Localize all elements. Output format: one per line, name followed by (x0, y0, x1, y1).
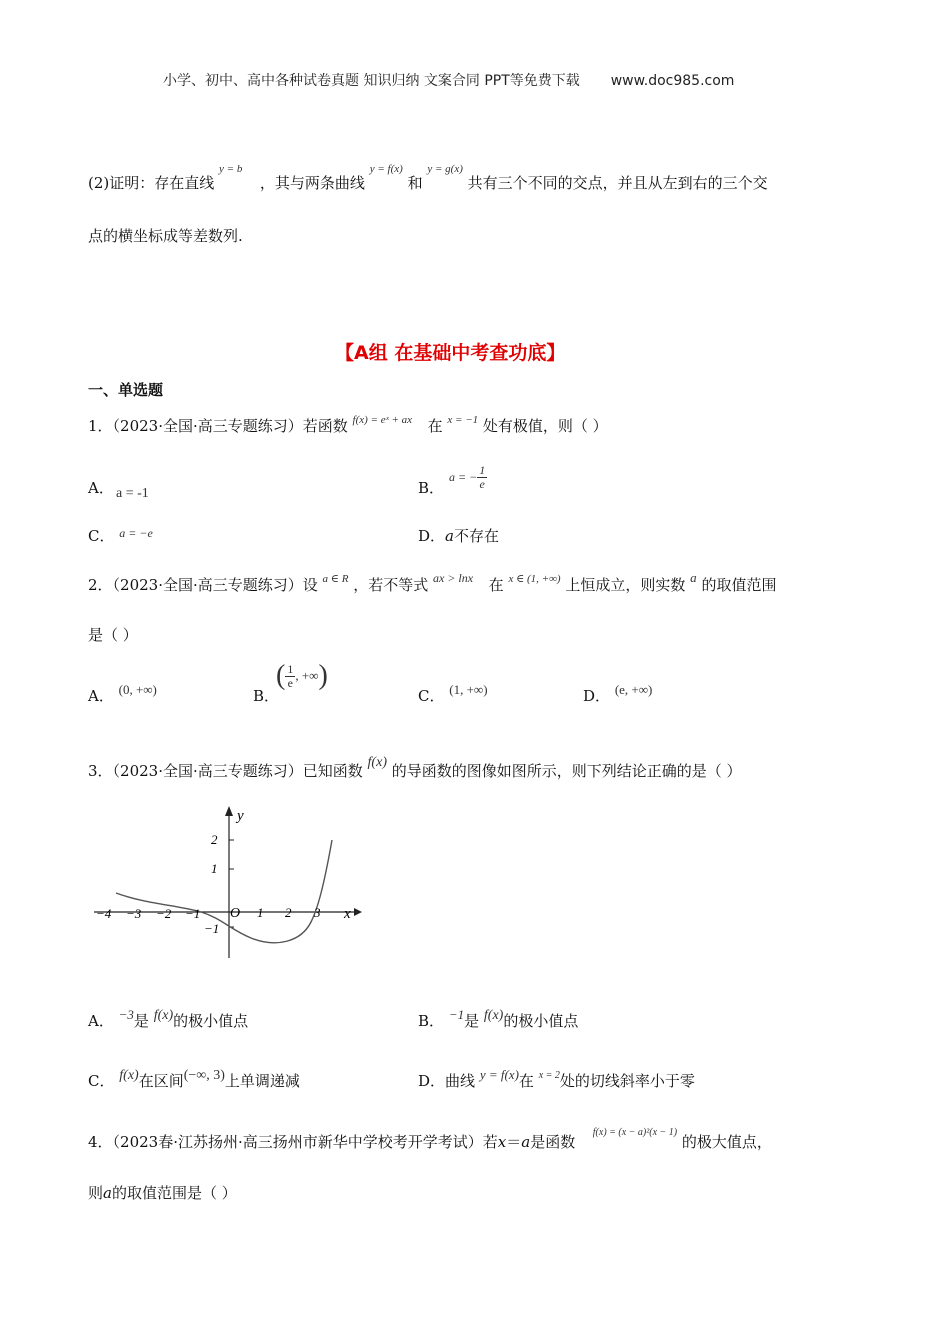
x-tick-label: −2 (156, 906, 172, 921)
derivative-curve (116, 840, 332, 943)
q1-formula-f: f(x) = eˣ + ax (352, 414, 413, 426)
prev-text-3: 和 (407, 174, 423, 192)
y-tick-label: 2 (211, 832, 218, 847)
prev-line-2: 点的横坐标成等差数列. (88, 227, 243, 245)
group-title: 【A组 在基础中考查功底】 (335, 342, 566, 364)
q1-option-c[interactable]: C． $^{a = -e}$ (88, 526, 153, 545)
prev-line-1 (88, 163, 768, 193)
header-banner (163, 70, 734, 90)
q3-option-a[interactable]: A． −3是 f(x)的极小值点 (88, 1007, 249, 1030)
derivative-graph (86, 800, 366, 965)
y-tick-label: −1 (204, 921, 220, 936)
q4-formula: f(x) = (x − a)²(x − 1) (592, 1127, 678, 1138)
q1-option-a[interactable]: A． (88, 479, 114, 497)
prev-text-1: (2)证明：存在直线 (88, 174, 215, 192)
y-axis-arrow (225, 806, 233, 816)
q2-option-b-formula: ( $\frac{1}{e}$ , +∞) (276, 660, 328, 691)
header-url[interactable]: www.doc985.com (610, 73, 735, 89)
formula-y-eq-fx: y = f(x) (369, 163, 403, 175)
q1-stem: 1．（2023·全国·高三专题练习）若函数 $^{f(x) = eˣ + ax}$ 在 $^{x = -1}$ 处有极值，则（ ） (88, 414, 608, 435)
q1-option-d[interactable]: D．a不存在 (418, 527, 499, 545)
fraction: $\frac{1}{e}$ (479, 463, 486, 491)
q2-stem-line2: 是（ ） (88, 626, 138, 644)
formula-y-eq-gx: y = g(x) (427, 163, 463, 175)
q4-stem-line2: 则a的取值范围是（ ） (88, 1184, 237, 1202)
q1-formula-x: x = −1 (447, 414, 479, 426)
x-tick-label: −3 (126, 906, 142, 921)
q3-option-c[interactable]: C． f(x)在区间(−∞, 3)上单调递减 (88, 1068, 300, 1090)
origin-label: O (230, 906, 241, 921)
q1-option-a-formula: a = -1 (116, 486, 149, 501)
q2-stem: 2．（2023·全国·高三专题练习）设 $^{a \in R}$ ，若不等式 $^{ax > lnx}$ 在 $^{x \in (1, +\infty)}$ 上恒成立，则实数 a 的取值范围 (88, 570, 777, 594)
header-text: 小学、初中、高中各种试卷真题 知识归纳 文案合同 PPT等免费下载 (163, 73, 580, 89)
x-tick-label: 3 (314, 905, 321, 920)
q2-option-a[interactable]: A． (0, +∞) (88, 682, 157, 705)
q2-option-b[interactable]: B． (253, 687, 280, 705)
prev-text-2: ，其与两条曲线 (259, 174, 365, 192)
q3-option-d[interactable]: D．曲线 y = f(x)在 $^{x = 2}$处的切线斜率小于零 (418, 1067, 695, 1090)
y-axis-label: y (237, 808, 244, 824)
x-tick-label: −4 (96, 906, 112, 921)
q3-stem: 3．（2023·全国·高三专题练习）已知函数 f(x) 的导函数的图像如图所示，则下列结论正确的是（ ） (88, 755, 742, 780)
q2-option-d[interactable]: D． (e, +∞) (583, 682, 653, 705)
q1-option-b-formula: a = − $\frac{1}{e}$ (449, 463, 486, 491)
formula-y-eq-b: y = b (219, 163, 243, 175)
x-tick-label: 2 (285, 905, 292, 920)
x-tick-label: −1 (185, 906, 201, 921)
section-heading: 一、单选题 (88, 381, 164, 399)
x-axis-label: x (344, 906, 351, 922)
q3-option-b[interactable]: B． −1是 f(x)的极小值点 (418, 1007, 579, 1030)
prev-text-4: 共有三个不同的交点，并且从左到右的三个交 (467, 174, 768, 192)
y-tick-label: 1 (211, 861, 218, 876)
q1-option-b[interactable]: B． (418, 479, 445, 497)
q4-stem: 4．（2023春·江苏扬州·高三扬州市新华中学校考开学考试）若x＝a是函数 $^{f(x) = (x - a)^2(x - 1)}$ 的极大值点， (88, 1127, 772, 1151)
x-axis-arrow (354, 908, 362, 916)
x-tick-label: 1 (257, 905, 264, 920)
q2-option-c[interactable]: C． (1, +∞) (418, 682, 488, 705)
